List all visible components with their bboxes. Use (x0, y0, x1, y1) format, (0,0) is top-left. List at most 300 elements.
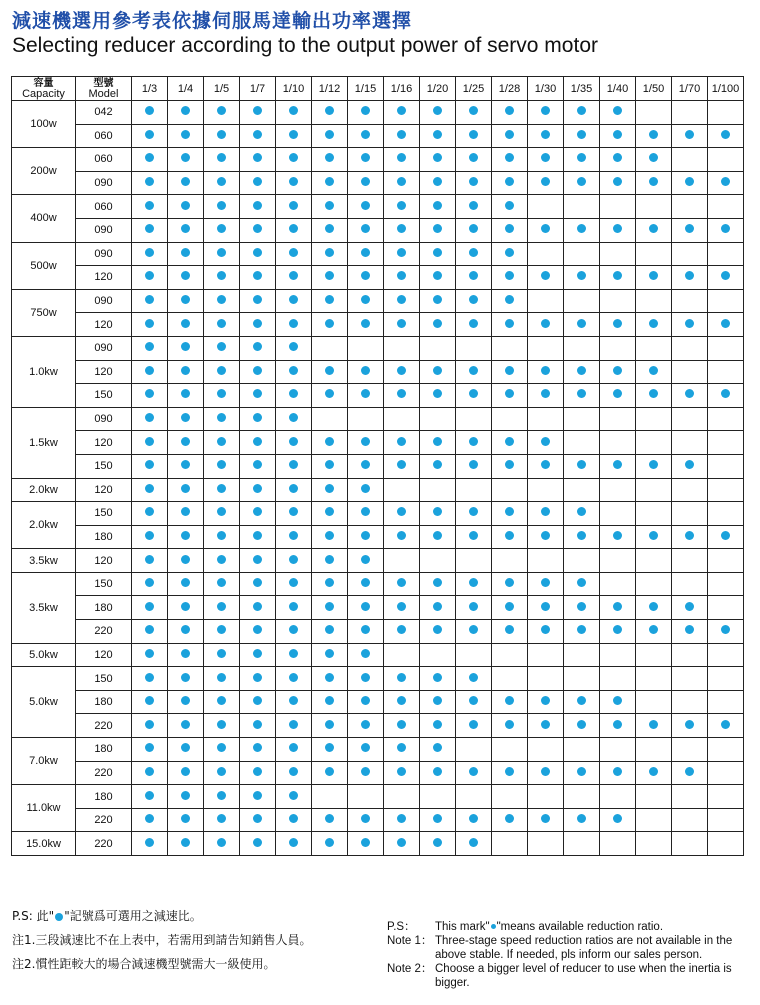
ratio-cell (420, 171, 456, 195)
ratio-cell (420, 478, 456, 502)
available-dot-icon (145, 319, 154, 328)
model-cell: 042 (76, 101, 132, 125)
available-dot-icon (469, 130, 478, 139)
ratio-cell (636, 336, 672, 360)
model-header: 型號 Model (76, 77, 132, 101)
available-dot-icon (253, 696, 262, 705)
available-dot-icon (217, 578, 226, 587)
ratio-cell (636, 218, 672, 242)
ratio-cell (312, 148, 348, 172)
ratio-cell (276, 289, 312, 313)
ratio-cell (276, 431, 312, 455)
available-dot-icon (181, 389, 190, 398)
page-title-chinese: 減速機選用參考表依據伺服馬達輸出功率選擇 (12, 10, 413, 32)
available-dot-icon (181, 767, 190, 776)
model-cell: 090 (76, 407, 132, 431)
capacity-cell: 200w (12, 148, 76, 195)
ratio-cell (492, 690, 528, 714)
ratio-cell (492, 808, 528, 832)
ratio-cell (492, 242, 528, 266)
available-dot-icon (289, 602, 298, 611)
available-dot-icon (613, 696, 622, 705)
ratio-cell (492, 313, 528, 337)
note1-en: Note 1： Three-stage speed reduction ratios are not available in the above stable. If needed, pls inform our sales person. (387, 935, 733, 961)
available-dot-icon (613, 625, 622, 634)
table-row (12, 714, 744, 738)
ratio-cell (168, 384, 204, 408)
ratio-cell (708, 785, 744, 809)
table-row (12, 454, 744, 478)
ratio-cell (312, 714, 348, 738)
ratio-cell (456, 384, 492, 408)
available-dot-icon (649, 366, 658, 375)
available-dot-icon (289, 625, 298, 634)
available-dot-icon (181, 201, 190, 210)
available-dot-icon (361, 177, 370, 186)
ratio-cell (204, 289, 240, 313)
ratio-cell (348, 690, 384, 714)
available-dot-icon (505, 814, 514, 823)
ratio-cell (348, 171, 384, 195)
ratio-cell (384, 785, 420, 809)
ratio-cell (240, 738, 276, 762)
ratio-cell (564, 148, 600, 172)
available-dot-icon (325, 720, 334, 729)
available-dot-icon (253, 201, 262, 210)
table-row (12, 124, 744, 148)
ratio-cell (420, 101, 456, 125)
available-dot-icon (361, 460, 370, 469)
ratio-cell (168, 313, 204, 337)
ratio-cell (600, 785, 636, 809)
available-dot-icon (289, 130, 298, 139)
available-dot-icon (685, 602, 694, 611)
ratio-cell (204, 431, 240, 455)
available-dot-icon (469, 696, 478, 705)
ratio-cell (420, 643, 456, 667)
available-dot-icon (217, 673, 226, 682)
ratio-cell (492, 761, 528, 785)
ratio-cell (240, 431, 276, 455)
available-dot-icon (469, 578, 478, 587)
available-dot-icon (217, 602, 226, 611)
ratio-cell (528, 289, 564, 313)
available-dot-icon (145, 743, 154, 752)
ratio-cell (672, 171, 708, 195)
model-cell: 120 (76, 549, 132, 573)
ratio-cell (528, 336, 564, 360)
available-dot-icon (721, 625, 730, 634)
ratio-header: 1/35 (564, 77, 600, 101)
ratio-cell (168, 572, 204, 596)
ratio-cell (276, 714, 312, 738)
ratio-cell (708, 832, 744, 856)
ratio-cell (420, 242, 456, 266)
available-dot-icon (505, 578, 514, 587)
ratio-cell (132, 242, 168, 266)
ratio-cell (240, 242, 276, 266)
ratio-cell (384, 690, 420, 714)
available-dot-icon (577, 767, 586, 776)
available-dot-icon (505, 531, 514, 540)
ratio-cell (528, 171, 564, 195)
available-dot-icon (181, 838, 190, 847)
available-dot-icon (469, 389, 478, 398)
ratio-cell (240, 313, 276, 337)
ratio-cell (384, 171, 420, 195)
available-dot-icon (361, 814, 370, 823)
capacity-cell: 1.5kw (12, 407, 76, 478)
available-dot-icon (325, 507, 334, 516)
ratio-cell (636, 313, 672, 337)
ratio-cell (456, 714, 492, 738)
available-dot-icon (361, 555, 370, 564)
ratio-header: 1/3 (132, 77, 168, 101)
ratio-cell (564, 195, 600, 219)
ratio-cell (564, 360, 600, 384)
ratio-cell (132, 785, 168, 809)
available-dot-icon (397, 201, 406, 210)
available-dot-icon (577, 625, 586, 634)
ratio-cell (240, 195, 276, 219)
ratio-cell (240, 384, 276, 408)
available-dot-icon (541, 153, 550, 162)
available-dot-icon (649, 720, 658, 729)
available-dot-icon (541, 130, 550, 139)
available-dot-icon (325, 106, 334, 115)
ratio-cell (600, 124, 636, 148)
ratio-cell (708, 502, 744, 526)
available-dot-icon (217, 342, 226, 351)
ratio-cell (132, 738, 168, 762)
ratio-cell (240, 454, 276, 478)
ratio-cell (600, 502, 636, 526)
available-dot-icon (289, 673, 298, 682)
ratio-cell (708, 714, 744, 738)
ratio-cell (636, 431, 672, 455)
capacity-cell: 5.0kw (12, 667, 76, 738)
available-dot-icon (397, 319, 406, 328)
ratio-cell (348, 785, 384, 809)
ratio-cell (456, 336, 492, 360)
ratio-cell (636, 454, 672, 478)
model-cell: 220 (76, 620, 132, 644)
available-dot-icon (577, 507, 586, 516)
available-dot-icon (505, 248, 514, 257)
ratio-cell (168, 360, 204, 384)
ratio-cell (312, 572, 348, 596)
ratio-cell (348, 431, 384, 455)
capacity-header: 容量 Capacity (12, 77, 76, 101)
available-dot-icon (253, 814, 262, 823)
ratio-cell (384, 242, 420, 266)
available-dot-icon (217, 153, 226, 162)
ratio-cell (240, 761, 276, 785)
ratio-cell (204, 101, 240, 125)
ratio-cell (276, 360, 312, 384)
available-dot-icon (397, 460, 406, 469)
available-dot-icon (253, 625, 262, 634)
ratio-cell (492, 454, 528, 478)
available-dot-icon (181, 743, 190, 752)
table-row (12, 289, 744, 313)
available-dot-icon (613, 224, 622, 233)
available-dot-icon (289, 767, 298, 776)
available-dot-icon (325, 460, 334, 469)
ratio-cell (384, 101, 420, 125)
ratio-cell (636, 266, 672, 290)
ratio-cell (600, 667, 636, 691)
ratio-cell (312, 218, 348, 242)
ratio-cell (636, 101, 672, 125)
ratio-cell (348, 289, 384, 313)
ratio-cell (564, 478, 600, 502)
ratio-cell (492, 667, 528, 691)
ratio-cell (564, 454, 600, 478)
available-dot-icon (685, 460, 694, 469)
ratio-cell (456, 620, 492, 644)
ratio-cell (132, 761, 168, 785)
available-dot-icon (289, 271, 298, 280)
available-dot-icon (541, 720, 550, 729)
ratio-cell (672, 785, 708, 809)
ratio-header: 1/15 (348, 77, 384, 101)
ratio-cell (132, 620, 168, 644)
ratio-cell (384, 596, 420, 620)
available-dot-icon (469, 295, 478, 304)
ratio-cell (600, 101, 636, 125)
ratio-cell (312, 266, 348, 290)
model-cell: 150 (76, 572, 132, 596)
ratio-cell (672, 360, 708, 384)
available-dot-icon (721, 389, 730, 398)
available-dot-icon (145, 248, 154, 257)
ratio-cell (564, 407, 600, 431)
available-dot-icon (145, 791, 154, 800)
model-cell: 090 (76, 336, 132, 360)
ratio-cell (708, 761, 744, 785)
ratio-cell (240, 714, 276, 738)
available-dot-icon (289, 177, 298, 186)
capacity-cell: 15.0kw (12, 832, 76, 856)
available-dot-icon (289, 814, 298, 823)
ratio-cell (204, 336, 240, 360)
available-dot-icon (253, 389, 262, 398)
available-dot-icon (613, 319, 622, 328)
available-dot-icon (433, 106, 442, 115)
ratio-cell (132, 690, 168, 714)
available-dot-icon (397, 696, 406, 705)
ratio-cell (456, 431, 492, 455)
ratio-cell (456, 407, 492, 431)
available-dot-icon (541, 177, 550, 186)
available-dot-icon (685, 224, 694, 233)
capacity-cell: 100w (12, 101, 76, 148)
table-row (12, 101, 744, 125)
ratio-cell (672, 101, 708, 125)
available-dot-icon (649, 460, 658, 469)
table-row (12, 620, 744, 644)
available-dot-icon (253, 649, 262, 658)
available-dot-icon (433, 201, 442, 210)
available-dot-icon (253, 130, 262, 139)
ratio-cell (672, 572, 708, 596)
ratio-cell (600, 289, 636, 313)
table-row (12, 195, 744, 219)
available-dot-icon (217, 248, 226, 257)
ratio-cell (636, 195, 672, 219)
available-dot-icon (361, 507, 370, 516)
available-dot-icon (253, 366, 262, 375)
ratio-cell (312, 242, 348, 266)
available-dot-icon (181, 625, 190, 634)
table-row (12, 360, 744, 384)
ratio-cell (204, 643, 240, 667)
available-dot-icon (469, 437, 478, 446)
ratio-cell (132, 171, 168, 195)
available-dot-icon (505, 224, 514, 233)
ratio-cell (132, 336, 168, 360)
available-dot-icon (145, 460, 154, 469)
ratio-cell (528, 124, 564, 148)
available-dot-icon (613, 767, 622, 776)
available-dot-icon (253, 791, 262, 800)
model-cell: 180 (76, 690, 132, 714)
ratio-cell (672, 690, 708, 714)
ratio-cell (636, 171, 672, 195)
ratio-cell (348, 266, 384, 290)
ratio-cell (492, 620, 528, 644)
ratio-cell (132, 478, 168, 502)
available-dot-icon (721, 271, 730, 280)
ratio-cell (168, 195, 204, 219)
ratio-cell (348, 101, 384, 125)
ratio-cell (708, 643, 744, 667)
ratio-cell (240, 478, 276, 502)
model-cell: 220 (76, 714, 132, 738)
model-cell: 150 (76, 502, 132, 526)
ratio-cell (492, 360, 528, 384)
ratio-cell (420, 808, 456, 832)
ratio-cell (600, 549, 636, 573)
ratio-cell (312, 289, 348, 313)
ratio-cell (240, 360, 276, 384)
available-dot-icon (289, 201, 298, 210)
ratio-cell (564, 336, 600, 360)
model-cell: 220 (76, 808, 132, 832)
available-dot-icon (649, 130, 658, 139)
available-dot-icon (217, 791, 226, 800)
available-dot-icon (541, 696, 550, 705)
available-dot-icon (433, 389, 442, 398)
available-dot-icon (505, 507, 514, 516)
ratio-cell (672, 454, 708, 478)
available-dot-icon (253, 555, 262, 564)
available-dot-icon (397, 814, 406, 823)
available-dot-icon (289, 248, 298, 257)
ratio-cell (276, 572, 312, 596)
ratio-cell (528, 218, 564, 242)
capacity-cell: 7.0kw (12, 738, 76, 785)
ratio-cell (276, 832, 312, 856)
available-dot-icon (433, 319, 442, 328)
ratio-cell (348, 667, 384, 691)
available-dot-icon (181, 460, 190, 469)
available-dot-icon (541, 271, 550, 280)
ratio-cell (204, 667, 240, 691)
available-dot-icon (397, 130, 406, 139)
ratio-cell (168, 101, 204, 125)
available-dot-icon (397, 767, 406, 776)
available-dot-icon (397, 389, 406, 398)
available-dot-icon (577, 531, 586, 540)
available-dot-icon (649, 177, 658, 186)
available-dot-icon (649, 224, 658, 233)
ratio-cell (348, 242, 384, 266)
available-dot-icon (505, 177, 514, 186)
available-dot-icon (289, 295, 298, 304)
available-dot-icon (217, 366, 226, 375)
available-dot-icon (649, 271, 658, 280)
available-dot-icon (721, 177, 730, 186)
available-dot-icon (577, 389, 586, 398)
model-cell: 090 (76, 289, 132, 313)
available-dot-icon (469, 366, 478, 375)
available-dot-icon (325, 201, 334, 210)
available-dot-icon (145, 625, 154, 634)
available-dot-icon (361, 484, 370, 493)
ratio-cell (564, 572, 600, 596)
model-cell: 120 (76, 313, 132, 337)
ratio-cell (240, 572, 276, 596)
ratio-cell (492, 218, 528, 242)
ratio-cell (312, 101, 348, 125)
available-dot-icon (361, 437, 370, 446)
ratio-cell (708, 572, 744, 596)
available-dot-icon (325, 696, 334, 705)
ratio-cell (672, 832, 708, 856)
ratio-cell (708, 407, 744, 431)
ratio-cell (168, 336, 204, 360)
available-dot-icon (541, 531, 550, 540)
available-dot-icon (253, 743, 262, 752)
available-dot-icon (145, 484, 154, 493)
available-dot-icon (505, 319, 514, 328)
available-dot-icon (541, 224, 550, 233)
available-dot-icon (253, 224, 262, 233)
available-dot-icon (397, 507, 406, 516)
available-dot-icon (433, 578, 442, 587)
available-dot-icon (361, 224, 370, 233)
ratio-cell (348, 502, 384, 526)
ratio-cell (456, 266, 492, 290)
ratio-cell (672, 525, 708, 549)
ratio-cell (204, 785, 240, 809)
ratio-cell (528, 643, 564, 667)
ratio-cell (420, 148, 456, 172)
ratio-cell (312, 478, 348, 502)
available-dot-icon (325, 625, 334, 634)
available-dot-icon (253, 673, 262, 682)
ratio-cell (384, 313, 420, 337)
ratio-cell (276, 313, 312, 337)
available-dot-icon (361, 153, 370, 162)
ratio-cell (348, 195, 384, 219)
ratio-header: 1/40 (600, 77, 636, 101)
available-dot-icon (361, 248, 370, 257)
available-dot-icon (145, 295, 154, 304)
available-dot-icon (145, 389, 154, 398)
